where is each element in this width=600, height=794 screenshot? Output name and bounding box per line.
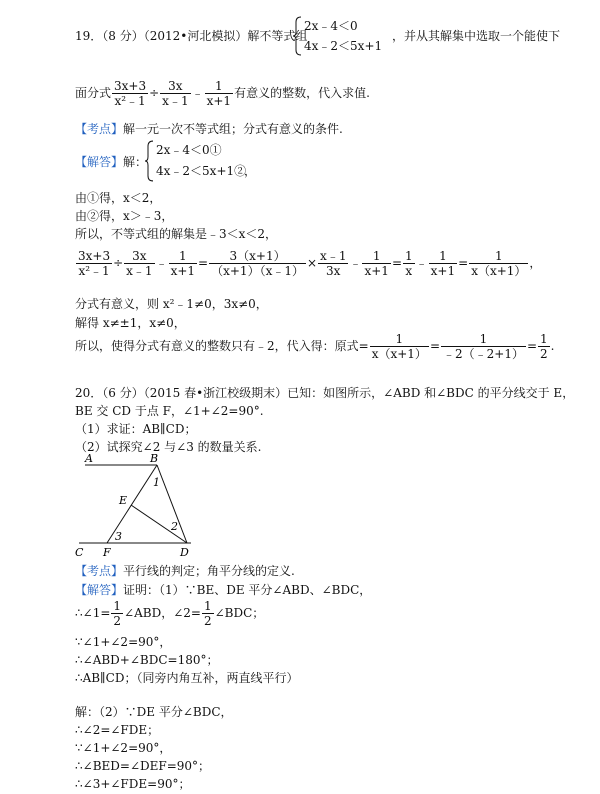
brace-icon — [144, 140, 154, 182]
q19-step4: 分式有意义，则 x²﹣1≠0，3x≠0， — [75, 297, 268, 311]
fraction: $\frac{1}{2}$ — [203, 599, 212, 628]
label-f: F — [103, 546, 111, 559]
q19-sys-row1: 2x﹣4＜0 — [304, 19, 358, 33]
q20-header: 20．（6 分）（2015 春•浙江校级期末）已知：如图所示，∠ABD 和∠BDC 的平分线交于 E， — [75, 386, 575, 400]
angle-3: 3 — [115, 530, 122, 543]
q19-step2: 由②得，x＞﹣3， — [75, 209, 174, 223]
q20-line4: ∴AB∥CD；（同旁内角互补，两直线平行） — [75, 671, 299, 685]
kaodian-label: 【考点】 — [75, 564, 124, 578]
brace-icon — [292, 16, 302, 56]
q19-ans-row2: 4x﹣2＜5x+1② — [156, 164, 247, 178]
q20-part2: （2）试探究∠2 与∠3 的数量关系. — [75, 440, 262, 454]
q20-geometry-figure — [75, 452, 205, 562]
q19-header: 19．（8 分）（2012•河北模拟）解不等式组 — [75, 29, 308, 43]
q19-inequality-system — [292, 16, 382, 56]
q20-line3: ∴∠ABD+∠BDC=180°； — [75, 653, 219, 667]
q20-header2: BE 交 CD 于点 F，∠1+∠2=90°. — [75, 404, 264, 418]
q20-jieda: 【解答】证明：（1）∵BE、DE 平分∠ABD、∠BDC， — [75, 583, 372, 597]
fraction: $\frac{3x+3}{\text{x²﹣1}}$ — [114, 79, 147, 108]
q20-part1: （1）求证：AB∥CD； — [75, 422, 197, 436]
q19-step3: 所以，不等式组的解集是﹣3＜x＜2， — [75, 227, 278, 241]
fraction: $\frac{3x}{x﹣1}$ — [126, 249, 153, 278]
fraction: $\frac{1}{x+1}$ — [364, 249, 389, 278]
q19-simplify-line: $\frac{3x+3}{\text{x²﹣1}}$ ÷ $\frac{3x}{x﹣1}$ ﹣ $\frac{1}{x+1}$ = $\frac{3(x+1)}{(x+1)(x﹣1)}$ × $\frac{x﹣1}{3x}$ ﹣ $\frac{1}{x+1}$ = $\frac{1}{x}$ ﹣ $\frac{1}{x+1}$ = $\frac{1}{x(x+1)}$ ， — [78, 249, 542, 278]
fraction: $\frac{1}{x+1}$ — [206, 79, 232, 108]
angle-2: 2 — [171, 520, 178, 533]
q20-line7: ∵∠1+∠2=90°， — [75, 741, 172, 755]
label-a: A — [85, 452, 93, 465]
q20-line8: ∴∠BED=∠DEF=90°； — [75, 759, 211, 773]
q19-step1: 由①得，x＜2， — [75, 191, 162, 205]
line-ed — [131, 505, 187, 543]
q20-line6: ∴∠2=∠FDE； — [75, 723, 160, 737]
kaodian-label: 【考点】 — [75, 122, 124, 136]
q20-line2: ∵∠1+∠2=90°， — [75, 635, 172, 649]
fraction: $\frac{1}{x(x+1)}$ — [471, 249, 527, 278]
q20-line5: 解：（2）∵DE 平分∠BDC， — [75, 705, 233, 719]
angle-1: 1 — [153, 476, 160, 489]
fraction: $\frac{1}{x+1}$ — [430, 249, 456, 278]
q19-sys-row2: 4x﹣2＜5x+1 — [304, 39, 383, 53]
fraction: $\frac{x﹣1}{3x}$ — [320, 249, 347, 278]
fraction: $\frac{1}{﹣2(﹣2+1)}$ — [443, 332, 524, 361]
label-b: B — [150, 452, 159, 465]
jieda-label: 【解答】 — [75, 155, 124, 169]
fraction: $\frac{1}{x}$ — [405, 249, 413, 278]
q20-kaodian: 【考点】平行线的判定；角平分线的定义. — [75, 564, 295, 578]
q19-expression-line: 面分式 $\frac{3x+3}{\text{x²﹣1}}$ ÷ $\frac{3x}{x﹣1}$ ﹣ $\frac{1}{x+1}$ 有意义的整数，代入求值. — [75, 79, 370, 108]
q19-ans-post: ， — [244, 164, 257, 178]
fraction: $\frac{1}{x+1}$ — [170, 249, 196, 278]
q19-header-tail: ，并从其解集中选取一个能使下 — [392, 29, 561, 43]
fraction: $\frac{3x+3}{\text{x²﹣1}}$ — [78, 249, 111, 278]
q20-line9: ∴∠3+∠FDE=90°； — [75, 777, 191, 791]
q20-line1: ∴∠1= $\frac{1}{2}$ ∠ABD，∠2= $\frac{1}{2}$ ∠BDC； — [75, 599, 265, 628]
q19-line2-post: 有意义的整数，代入求值. — [234, 86, 370, 100]
q19-jieda-label-line: 【解答】解： — [75, 155, 148, 169]
fraction: $\frac{3x}{x﹣1}$ — [162, 79, 189, 108]
q19-ans-row1: 2x﹣4＜0① — [156, 143, 222, 157]
jieda-label: 【解答】 — [75, 583, 124, 597]
q19-step6: 所以，使得分式有意义的整数只有﹣2，代入得：原式= $\frac{1}{x(x+1)}$ = $\frac{1}{﹣2(﹣2+1)}$ = $\frac{1}{2}$ . — [75, 332, 555, 361]
q19-line2-pre: 面分式 — [75, 86, 112, 100]
fraction: $\frac{3(x+1)}{(x+1)(x﹣1)}$ — [211, 249, 304, 278]
fraction: $\frac{1}{2}$ — [113, 599, 122, 628]
label-d: D — [180, 546, 189, 559]
fraction: $\frac{1}{x(x+1)}$ — [371, 332, 427, 361]
label-e: E — [119, 494, 128, 507]
fraction: $\frac{1}{2}$ — [540, 332, 548, 361]
label-c: C — [75, 546, 84, 559]
q19-kaodian: 【考点】解一元一次不等式组；分式有意义的条件. — [75, 122, 343, 136]
q19-step5: 解得 x≠±1，x≠0， — [75, 316, 186, 330]
